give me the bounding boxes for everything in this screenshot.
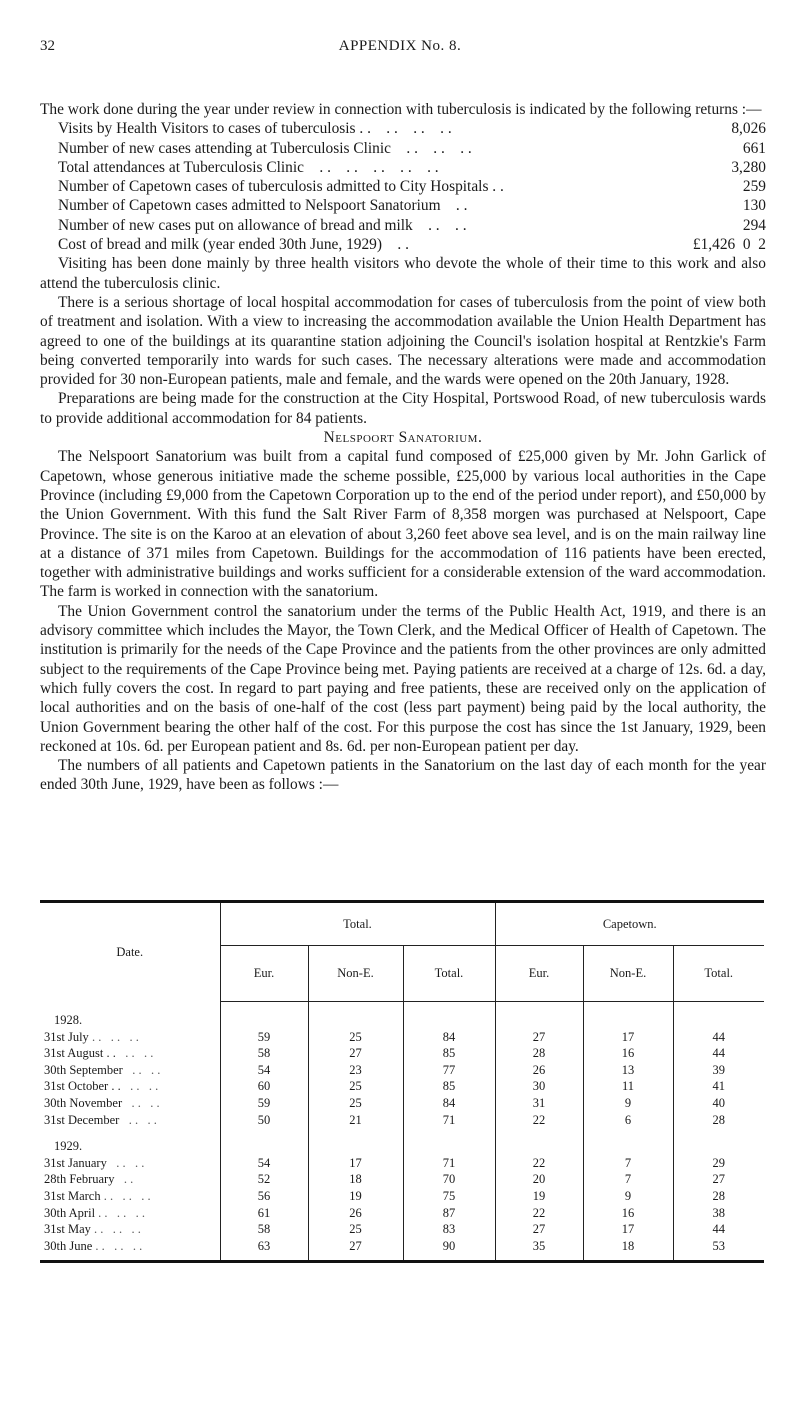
total-eur-cell: 58	[220, 1045, 308, 1062]
capetown-non-e-header: Non-E.	[583, 946, 673, 1002]
empty-cell	[220, 1002, 308, 1029]
total-eur-cell: 63	[220, 1237, 308, 1261]
capetown-eur-cell: 35	[495, 1237, 583, 1261]
capetown-total-cell: 40	[673, 1094, 764, 1111]
stat-value: 294	[742, 216, 766, 234]
total-total-cell: 85	[403, 1045, 495, 1062]
date-cell	[40, 1094, 220, 1111]
total-eur-cell: 59	[220, 1094, 308, 1111]
capetown-non-e-cell: 13	[583, 1061, 673, 1078]
capetown-eur-cell: 22	[495, 1204, 583, 1221]
date-text: 31st May	[44, 1222, 91, 1237]
capetown-total-cell: 28	[673, 1111, 764, 1128]
stat-row	[58, 177, 766, 196]
stat-row	[58, 216, 766, 235]
stat-label: Cost of bread and milk (year ended 30th June, 1929) . .	[58, 236, 409, 254]
leader-dots: . . . . . .	[90, 1222, 141, 1237]
total-total-cell: 83	[403, 1221, 495, 1238]
date-cell	[40, 1187, 220, 1204]
year-label: 1929.	[54, 1139, 83, 1154]
total-non-e-cell: 17	[308, 1154, 403, 1171]
capetown-non-e-cell: 18	[583, 1237, 673, 1261]
empty-cell	[495, 1002, 583, 1029]
total-non-e-cell: 18	[308, 1171, 403, 1188]
sanatorium-patients-table	[40, 900, 764, 1263]
capetown-total-header: Total.	[673, 946, 764, 1002]
capetown-total-cell: 39	[673, 1061, 764, 1078]
table-row	[40, 1094, 764, 1111]
capetown-non-e-cell: 17	[583, 1221, 673, 1238]
total-total-cell: 70	[403, 1171, 495, 1188]
date-text: 31st July	[44, 1029, 89, 1044]
leader-dots: . . . .	[120, 1079, 159, 1094]
total-total-cell: 75	[403, 1187, 495, 1204]
table-row	[40, 1204, 764, 1221]
table-body	[40, 1002, 764, 1262]
leader-dots: . . . .	[122, 1062, 161, 1077]
date-cell	[40, 1111, 220, 1128]
stat-value: £1,426 0 2	[692, 236, 766, 254]
capetown-eur-cell: 28	[495, 1045, 583, 1062]
year-row	[40, 1002, 764, 1029]
capetown-non-e-cell: 6	[583, 1111, 673, 1128]
empty-cell	[673, 1002, 764, 1029]
table-row	[40, 1111, 764, 1128]
capetown-total-cell: 27	[673, 1171, 764, 1188]
stat-value: 3,280	[731, 158, 766, 176]
leader-dots: . . . . . .	[100, 1189, 151, 1204]
total-non-e-cell: 27	[308, 1045, 403, 1062]
date-cell	[40, 1078, 220, 1095]
capetown-non-e-cell: 17	[583, 1028, 673, 1045]
leader-dots: . . . .	[115, 1046, 154, 1061]
stat-label: Number of Capetown cases admitted to Nelspoort Sanatorium . .	[58, 197, 468, 215]
date-cell	[40, 1204, 220, 1221]
date-cell	[40, 1237, 220, 1261]
stat-label: Visits by Health Visitors to cases of tuberculosis . . . . . . . .	[58, 120, 452, 138]
capetown-non-e-cell: 16	[583, 1204, 673, 1221]
capetown-eur-cell: 27	[495, 1028, 583, 1045]
date-cell	[40, 1028, 220, 1045]
total-total-cell: 77	[403, 1061, 495, 1078]
stat-row	[58, 158, 766, 177]
date-text: 31st December	[44, 1112, 120, 1127]
stat-value: 8,026	[731, 120, 766, 138]
capetown-eur-cell: 22	[495, 1111, 583, 1128]
capetown-total-cell: 41	[673, 1078, 764, 1095]
empty-cell	[220, 1128, 308, 1155]
leader-dots: . . . .	[106, 1155, 145, 1170]
stat-row	[58, 196, 766, 215]
total-non-e-cell: 27	[308, 1237, 403, 1261]
capetown-group-header: Capetown.	[495, 902, 764, 946]
capetown-non-e-cell: 9	[583, 1094, 673, 1111]
total-eur-cell: 54	[220, 1061, 308, 1078]
leader-dots: . . . . . .	[88, 1029, 139, 1044]
capetown-non-e-cell: 16	[583, 1045, 673, 1062]
capetown-total-cell: 38	[673, 1204, 764, 1221]
table-row	[40, 1171, 764, 1188]
total-non-e-cell: 21	[308, 1111, 403, 1128]
total-group-header: Total.	[220, 902, 495, 946]
stat-value: 130	[742, 197, 766, 215]
empty-cell	[583, 1002, 673, 1029]
capetown-eur-header: Eur.	[495, 946, 583, 1002]
capetown-eur-cell: 27	[495, 1221, 583, 1238]
date-text: 31st August . .	[44, 1046, 116, 1061]
paragraph-nelspoort-fund: The Nelspoort Sanatorium was built from a capital fund composed of £25,000 given by Mr. John Garlick of Capetown, whose generous initiative made the scheme possible, £25,000 by various local authorities in the Cape Province (including £9,000 from the Capetown Corporation up to the end of the period under report), and £50,000 by the Union Government. With this fund the Salt River Farm of 8,358 morgen was purchased at Nelspoort, Cape Province. The site is on the Karoo at an elevation of about 3,260 feet above sea level, and is on the main railway line at a distance of 371 miles from Capetown. Buildings for the accommodation of 116 patients have been erected, together with administrative buildings and works sufficient for a considerable extension of the ward accommodation. The farm is worked in connection with the sanatorium.	[40, 448, 766, 601]
year-label: 1928.	[54, 1013, 83, 1028]
capetown-eur-cell: 19	[495, 1187, 583, 1204]
date-text: 30th September	[44, 1062, 123, 1077]
section-heading: Nelspoort Sanatorium.	[323, 429, 483, 447]
capetown-total-cell: 44	[673, 1221, 764, 1238]
total-eur-header: Eur.	[220, 946, 308, 1002]
total-non-e-cell: 25	[308, 1094, 403, 1111]
total-eur-cell: 59	[220, 1028, 308, 1045]
empty-cell	[403, 1002, 495, 1029]
capetown-total-cell: 44	[673, 1028, 764, 1045]
total-total-cell: 84	[403, 1094, 495, 1111]
table-row	[40, 1154, 764, 1171]
empty-cell	[403, 1128, 495, 1155]
date-text: 31st January	[44, 1155, 107, 1170]
stat-label: Total attendances at Tuberculosis Clinic . . . . . . . . . .	[58, 158, 439, 176]
capetown-eur-cell: 26	[495, 1061, 583, 1078]
total-non-e-cell: 23	[308, 1061, 403, 1078]
table-row	[40, 1028, 764, 1045]
stat-value: 259	[742, 178, 766, 196]
year-row	[40, 1128, 764, 1155]
table-row	[40, 1221, 764, 1238]
date-text: 31st October . .	[44, 1079, 121, 1094]
stat-label: Number of new cases attending at Tuberculosis Clinic . . . . . .	[58, 139, 472, 157]
paragraph-government-control: The Union Government control the sanatorium under the terms of the Public Health Act, 1919, and there is an advisory committee which includes the Mayor, the Town Clerk, and the Medical Officer of Health of Capetown. The institution is primarily for the needs of the Cape Province and the patients from the other provinces are only admitted subject to the requirements of the Cape Province being met. Paying patients are received at a charge of 12s. 6d. a day, which fully covers the cost. In regard to part paying and free patients, these are received only on the application of local authorities and on the basis of one-half of the cost (less part payment) being paid by the local authority, the Union Government bearing the other half of the cost. For this purpose the cost has since the 1st January, 1929, been reckoned at 10s. 6d. per European patient and 8s. 6d. per non-European patient per day.	[40, 602, 766, 755]
date-cell	[40, 1045, 220, 1062]
total-total-cell: 71	[403, 1154, 495, 1171]
date-cell	[40, 1061, 220, 1078]
total-total-cell: 71	[403, 1111, 495, 1128]
table-row	[40, 1237, 764, 1261]
capetown-eur-cell: 30	[495, 1078, 583, 1095]
total-non-e-cell: 25	[308, 1221, 403, 1238]
paragraph-hospital-shortage: There is a serious shortage of local hospital accommodation for cases of tuberculosis from the point of view both of treatment and isolation. With a view to increasing the accommodation available the Union Health Department has agreed to one of the buildings at its quarantine station adjoining the Council's isolation hospital at Rentzkie's Farm being converted temporarily into wards for such cases. The necessary alterations were made and accommodation provided for 30 non-European patients, male and female, and the wards were opened on the 20th January, 1928.	[40, 293, 766, 389]
body-text	[40, 100, 766, 795]
date-cell	[40, 1154, 220, 1171]
table-row	[40, 1045, 764, 1062]
total-non-e-cell: 19	[308, 1187, 403, 1204]
stat-label: Number of new cases put on allowance of bread and milk . . . .	[58, 216, 467, 234]
stat-row	[58, 235, 766, 254]
paragraph-numbers-intro: The numbers of all patients and Capetown patients in the Sanatorium on the last day of each month for the year ended 30th June, 1929, have been as follows :—	[40, 757, 766, 794]
capetown-eur-cell: 31	[495, 1094, 583, 1111]
stat-row	[58, 139, 766, 158]
total-eur-cell: 58	[220, 1221, 308, 1238]
stat-value: 661	[742, 139, 766, 157]
date-text: 30th April	[44, 1205, 96, 1220]
total-total-cell: 85	[403, 1078, 495, 1095]
total-non-e-cell: 25	[308, 1078, 403, 1095]
total-eur-cell: 61	[220, 1204, 308, 1221]
total-eur-cell: 60	[220, 1078, 308, 1095]
page-number: 32	[40, 38, 55, 54]
stat-label: Number of Capetown cases of tuberculosis admitted to City Hospitals . .	[58, 178, 504, 196]
total-total-header: Total.	[403, 946, 495, 1002]
capetown-eur-cell: 20	[495, 1171, 583, 1188]
tuberculosis-returns-list	[58, 119, 766, 254]
date-text: 28th February	[44, 1172, 115, 1187]
leader-dots: . . . .	[122, 1096, 160, 1111]
capetown-non-e-cell: 7	[583, 1171, 673, 1188]
capetown-non-e-cell: 11	[583, 1078, 673, 1095]
empty-cell	[673, 1128, 764, 1155]
table-row	[40, 1061, 764, 1078]
page-title: APPENDIX No. 8.	[338, 38, 462, 54]
table-row	[40, 1187, 764, 1204]
total-non-e-header: Non-E.	[308, 946, 403, 1002]
capetown-non-e-cell: 9	[583, 1187, 673, 1204]
empty-cell	[583, 1128, 673, 1155]
leader-dots: . . . . . .	[95, 1205, 146, 1220]
leader-dots: . . . .	[119, 1112, 157, 1127]
date-text: 30th June	[44, 1238, 93, 1253]
total-total-cell: 87	[403, 1204, 495, 1221]
empty-cell	[308, 1128, 403, 1155]
total-eur-cell: 50	[220, 1111, 308, 1128]
date-text: 31st March	[44, 1189, 101, 1204]
total-non-e-cell: 25	[308, 1028, 403, 1045]
intro-paragraph: The work done during the year under review in connection with tuberculosis is indicated by the following returns :—	[40, 101, 762, 118]
leader-dots: . .	[114, 1172, 134, 1187]
date-cell	[40, 1171, 220, 1188]
date-column-header: Date.	[40, 902, 220, 1002]
empty-cell	[308, 1002, 403, 1029]
paragraph-preparations: Preparations are being made for the construction at the City Hospital, Portswood Road, of new tuberculosis wards to provide additional accommodation for 84 patients.	[40, 390, 766, 427]
capetown-total-cell: 53	[673, 1237, 764, 1261]
paragraph-visiting: Visiting has been done mainly by three health visitors who devote the whole of their time to this work and also attend the tuberculosis clinic.	[40, 255, 766, 292]
date-cell	[40, 1221, 220, 1238]
page-header	[40, 38, 760, 58]
stat-row	[58, 119, 766, 138]
total-total-cell: 84	[403, 1028, 495, 1045]
empty-cell	[495, 1128, 583, 1155]
table-row	[40, 1078, 764, 1095]
leader-dots: . . . . . .	[92, 1238, 143, 1253]
capetown-total-cell: 29	[673, 1154, 764, 1171]
total-eur-cell: 54	[220, 1154, 308, 1171]
date-text: 30th November	[44, 1096, 123, 1111]
total-eur-cell: 56	[220, 1187, 308, 1204]
capetown-total-cell: 44	[673, 1045, 764, 1062]
total-eur-cell: 52	[220, 1171, 308, 1188]
total-non-e-cell: 26	[308, 1204, 403, 1221]
total-total-cell: 90	[403, 1237, 495, 1261]
capetown-total-cell: 28	[673, 1187, 764, 1204]
capetown-eur-cell: 22	[495, 1154, 583, 1171]
capetown-non-e-cell: 7	[583, 1154, 673, 1171]
